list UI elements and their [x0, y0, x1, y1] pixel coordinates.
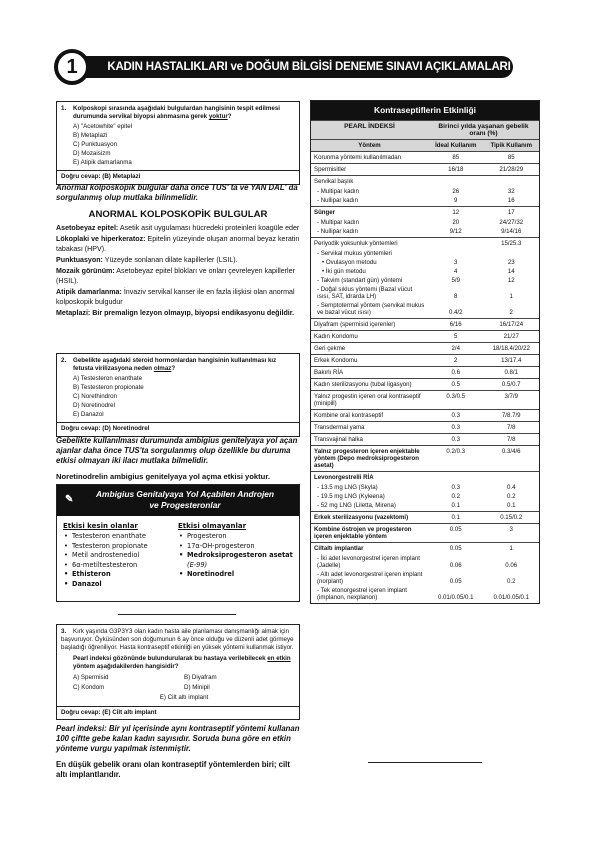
question-2-answer: Doğru cevap: (D) Noretinodrel — [57, 422, 299, 435]
ambiguous-genitalia-box — [56, 484, 300, 602]
method-subcell: - Servikal mukus yöntemleri — [317, 250, 392, 257]
table-row — [311, 542, 539, 603]
page-title: KADIN HASTALIKLARI ve DOĞUM BİLGİSİ DENEME SINAVI AÇIKLAMALARI — [107, 61, 511, 73]
typical-cell — [483, 176, 539, 187]
typical-cell: 0.5/0.7 — [501, 381, 521, 388]
method-cell: Korunma yöntemi kullanılmadan — [314, 154, 402, 161]
ambiguous-box-title-1: Ambigius Genitalyaya Yol Açabilen Androjen — [95, 489, 275, 499]
typical-cell: 12 — [507, 277, 515, 284]
method-subcell: - Tek etonorgestrel içeren implant (implanon, nexplanon) — [317, 587, 407, 601]
table-row — [311, 175, 539, 206]
table-row — [311, 445, 539, 471]
definition-term: Atipik damarlanma: — [56, 288, 122, 297]
typical-cell: 1 — [509, 293, 513, 300]
table-row — [311, 354, 539, 366]
divider — [368, 762, 482, 763]
typical-cell: 85 — [507, 154, 515, 161]
question-2-box — [56, 353, 300, 437]
method-cell: Spermisitler — [314, 166, 347, 173]
method-cell: Transvajinal halka — [314, 436, 363, 443]
method-cell: Sünger — [314, 209, 335, 216]
method-cell: Erkek Kondomu — [314, 357, 358, 364]
typical-cell: 0.1 — [507, 502, 516, 509]
answer-option: E) Atipik damarlanma — [73, 159, 132, 167]
typical-cell: 14 — [507, 268, 515, 275]
definition-term: Mozaik görünüm: — [56, 267, 115, 276]
typical-cell: 21/28/29 — [499, 166, 524, 173]
method-subcell: - Doğal sıklus yöntemi (Bazal vücut ısısı, SAT, idrarda LH) — [317, 286, 413, 300]
method-cell: Levonorgestrelli RİA — [314, 474, 374, 481]
method-subcell: • Ovulasyon metodu — [322, 259, 377, 266]
answer-option: A) Testesteron enanthate — [73, 375, 143, 383]
section-number-badge: 1 — [54, 49, 90, 85]
pearl-index-label: PEARL İNDEKSİ — [344, 123, 395, 130]
pencil-icon: ✎ — [65, 494, 74, 505]
definition-term: Metaplazi: — [56, 308, 91, 317]
ideal-cell: 12 — [452, 209, 460, 216]
ideal-cell: 85 — [452, 154, 460, 161]
typical-cell: 0.2 — [507, 493, 516, 500]
typical-cell: 0.15/0.2 — [500, 514, 523, 521]
typical-cell: 3 — [509, 526, 513, 533]
typical-cell: 0.8/1 — [504, 369, 519, 376]
effective-list-title: Etkisi kesin olanlar — [63, 522, 138, 530]
ideal-cell: 0.01/0.05/0.1 — [437, 594, 474, 601]
definition-item: Punktuasyon: Yüzeyde sonlanan dilate kapillerler (LSIL). — [56, 256, 238, 265]
ideal-cell: 0.3 — [451, 484, 460, 491]
ideal-cell: 0.1 — [451, 514, 460, 521]
definition-item: Asetobeyaz epitel: Asetik asit uygulaması hücredeki proteinleri koagüle eder — [56, 224, 300, 232]
typical-cell: 16 — [507, 197, 515, 204]
method-cell: Erkek sterilizasyonu (vazektomi) — [314, 514, 409, 521]
ideal-cell: 2 — [454, 357, 458, 364]
definition-item: Mozaik görünüm: Asetobeyaz epitel blokları ve onları çevreleyen kapillerler (HSIL). — [56, 267, 295, 285]
typical-cell: 16/17/24 — [499, 321, 524, 328]
answer-option: D) Mozaisizm — [73, 150, 111, 158]
method-subcell: - Nullipar kadın — [317, 197, 358, 204]
underlined-word: yoktur — [208, 113, 228, 121]
ideal-cell: 6/16 — [449, 321, 462, 328]
ambiguous-box-header — [57, 485, 299, 516]
definition-term: Asetobeyaz epitel: — [56, 224, 119, 232]
rate-label: Birinci yılda yaşanan gebelik oranı (%) — [438, 123, 529, 137]
answer-option: A) Spermisid — [73, 674, 109, 682]
underlined-word: en etkin — [267, 655, 291, 663]
note-3: Pearl indeksi: Bir yıl içerisinde aynı kontraseptif yöntemi kullanan 100 çiftte gebe kalan kadın sayısıdır. Soruda buna göre en etkin yönteme vurgu yapılmak istenmiştir. — [56, 724, 300, 754]
ideal-cell: 0.2 — [451, 493, 460, 500]
question-3-question: Pearl indeksi gözönünde bulundurularak bu hastaya verilebilecek en etkin yöntem aşağıdakilerden hangisidir? — [73, 655, 291, 671]
ideal-cell: 5 — [454, 333, 458, 340]
ineffective-drug: • Noretinodrel — [178, 570, 293, 580]
answer-option: D) Noretinodrel — [73, 402, 115, 410]
question-3-options — [61, 674, 295, 702]
table-row — [311, 163, 539, 175]
method-cell: Transdermal yama — [314, 424, 365, 431]
ideal-cell: 0.06 — [449, 562, 462, 569]
definition-list — [56, 224, 300, 320]
method-subcell: - 13.5 mg LNG (Skyla) — [317, 484, 378, 491]
question-2-text: 2. Gebelikte aşağıdaki steroid hormonlardan hangisinin kullanılması kız fetusta virilizasyona neden olmaz? — [61, 357, 277, 373]
typical-cell: 0.3/4/6 — [501, 448, 521, 455]
typical-cell: 0.2 — [507, 578, 516, 585]
method-cell: Geri çekme — [314, 345, 346, 352]
method-cell: Kombine oral kontraseptif — [314, 412, 384, 419]
method-subcell: - 52 mg LNG (Liletta, Mirena) — [317, 502, 396, 509]
method-cell: Ciltaltı implantlar — [314, 545, 364, 552]
ineffective-list-title: Etkisi olmayanlar — [178, 522, 247, 530]
ideal-cell: 9/12 — [449, 228, 462, 235]
method-subcell: - Altı adet levonorgestrel içeren implant (norplant) — [317, 571, 423, 585]
ideal-cell: 0.05 — [449, 578, 462, 585]
effective-drug: • Metil androstenediol — [63, 551, 178, 561]
effective-drug: • Testesteron enanthate — [63, 532, 178, 542]
typical-cell: 0.4 — [507, 484, 516, 491]
answer-option: B) Metaplazi — [73, 132, 108, 140]
method-cell: Kadın Kondomu — [314, 333, 358, 340]
method-subcell: - Multipar kadın — [317, 188, 359, 195]
ideal-cell: 9 — [454, 197, 458, 204]
typical-cell: 7/8 — [507, 436, 516, 443]
typical-cell: 0.01/0.05/0.1 — [493, 594, 530, 601]
typical-cell — [483, 472, 539, 483]
typical-cell: 7/8.7/9 — [501, 412, 521, 419]
table-row — [311, 523, 539, 542]
table-body — [311, 151, 539, 603]
note-4: En düşük gebelik oranı olan kontraseptif yöntemlerden biri; cilt altı implantlarıdır. — [56, 760, 290, 780]
definition-term: Lökoplaki ve hiperkeratoz: — [56, 235, 146, 244]
method-column-header: Yöntem — [358, 142, 381, 149]
method-cell: Servikal başlık — [314, 178, 354, 185]
effective-drug: • Ethisteron — [63, 570, 178, 580]
method-cell: Yalnız progesteron içeren enjektable yöntem (Depo medroksiprogesteron asetat) — [314, 448, 420, 469]
ideal-cell — [428, 238, 484, 249]
typical-cell: 13/17.4 — [501, 357, 522, 364]
typical-cell: 15/25.3 — [501, 240, 522, 247]
ideal-cell: 8 — [454, 293, 458, 300]
ideal-cell: 0.1 — [451, 502, 460, 509]
ideal-cell: 5/9 — [451, 277, 460, 284]
typical-cell: 24/27/32 — [499, 219, 524, 226]
table-row — [311, 366, 539, 378]
answer-option: E) Danazol — [73, 411, 104, 419]
ideal-cell: 0.3 — [451, 424, 460, 431]
table-row — [311, 409, 539, 421]
ideal-cell: 3 — [454, 259, 458, 266]
method-subcell: - 19.5 mg LNG (Kyleena) — [317, 493, 385, 500]
ineffective-drug: • 17α-OH-progesteron — [178, 542, 293, 552]
ideal-column-header: İdeal Kullanım — [435, 142, 477, 149]
definition-item: Metaplazi: Bir premalign lezyon olmayıp, biyopsi endikasyonu değildir. — [56, 308, 295, 317]
ideal-cell: 0.2/0.3 — [446, 448, 466, 455]
typical-cell: 23 — [507, 259, 515, 266]
typical-column-header: Tipik Kullanım — [490, 142, 533, 149]
ideal-cell: 2/4 — [451, 345, 460, 352]
answer-option: C) Kondom — [73, 684, 105, 692]
question-1-options — [61, 123, 295, 167]
table-row — [311, 330, 539, 342]
exam-reference: (E-99) — [187, 560, 208, 569]
table-row — [311, 390, 539, 409]
table-row — [311, 237, 539, 318]
method-subcell: - Multipar kadın — [317, 219, 359, 226]
section-heading: ANORMAL KOLPOSKOPİK BULGULAR — [88, 209, 268, 220]
ideal-cell: 16/18 — [448, 166, 464, 173]
answer-option: C) Norethindron — [73, 393, 118, 401]
method-cell: Diyafram (spermisid içerenler) — [314, 321, 396, 328]
ideal-cell: 0.5 — [451, 381, 460, 388]
answer-option: A) "Acetowhite" epitel — [73, 123, 133, 131]
ideal-cell: 0.3 — [451, 436, 460, 443]
ideal-cell: 20 — [452, 219, 460, 226]
question-3-answer: Doğru cevap: (E) Cilt altı implant — [57, 706, 299, 719]
ideal-cell: 4 — [454, 268, 458, 275]
question-1-box — [56, 101, 300, 185]
ineffective-drug: • Progesteron — [178, 532, 293, 542]
typical-cell: 2 — [509, 309, 513, 316]
typical-cell: 9/14/16 — [501, 228, 522, 235]
ideal-cell: 0.3/0.5 — [446, 393, 466, 400]
table-row — [311, 511, 539, 523]
ideal-cell: 26 — [452, 188, 460, 195]
table-row — [311, 421, 539, 433]
table-row — [311, 342, 539, 354]
ideal-cell — [428, 176, 484, 187]
divider — [118, 614, 236, 615]
question-3-box — [56, 624, 300, 720]
table-title: Kontraseptiflerin Etkinliği — [311, 101, 539, 120]
note-1: Anormal kolposkopik bulgular daha önce TUS' ta ve YAN DAL' da sorgulanmış olup mutlaka bilinmelidir. — [56, 183, 298, 203]
typical-cell: 32 — [507, 188, 515, 195]
method-cell: Yalnız progestin içeren oral kontraseptif (minipill) — [314, 393, 421, 407]
method-subcell: - Nullipar kadın — [317, 228, 358, 235]
method-cell: Periyodik yoksunluk yöntemleri — [314, 240, 398, 247]
ideal-cell — [428, 249, 484, 258]
method-subcell: - İki adet levonorgestrel içeren implant (Jadelle) — [317, 555, 420, 569]
table-row — [311, 433, 539, 445]
ineffective-list — [178, 521, 293, 589]
answer-option: D) Minipil — [184, 684, 210, 692]
ideal-cell: 0.6 — [451, 369, 460, 376]
question-3-stem: 3. Kırk yaşında G3P3Y3 olan kadın hasta aile planlaması danışmanlığı almak için başvuruyor. Öyküsünden son doğumunun 6 ay önce olduğu ve düzenli adet görmeye başladığı öğreniliyor. Hasta kontraseptif etkinliği en yüksek yöntemi kullanmak istiyor. — [61, 628, 294, 652]
typical-cell: 0.06 — [505, 562, 518, 569]
table-row — [311, 378, 539, 390]
answer-option: C) Punktuasyon — [73, 141, 118, 149]
ideal-cell — [428, 472, 484, 483]
typical-cell: 21/27 — [503, 333, 519, 340]
table-header-row-1 — [311, 120, 539, 139]
method-cell: Kombine östrojen ve progesteron içeren enjektable yöntem — [314, 526, 412, 540]
note-bold-line: Noretinodrelin ambigius genitelyaya yol açma etkisi yoktur. — [56, 472, 270, 481]
typical-cell: 7/8 — [507, 424, 516, 431]
typical-cell: 18/18.4/20/22 — [492, 345, 530, 352]
question-1-answer: Doğru cevap: (B) Metaplazi — [57, 170, 299, 183]
method-subcell: • İki gün metodu — [322, 268, 366, 275]
effective-drug: • Danazol — [63, 580, 178, 590]
method-cell: Bakırlı RİA — [314, 369, 344, 376]
table-row — [311, 318, 539, 330]
question-1-text: 1. Kolposkopi sırasında aşağıdaki bulgulardan hangisinin tespit edilmesi durumunda servikal biyopsi alınmasına gerek yoktur? — [61, 105, 280, 121]
ideal-cell: 0.05 — [449, 526, 462, 533]
table-row — [311, 471, 539, 511]
ambiguous-box-title-2: ve Progesteronlar — [149, 500, 221, 510]
definition-term: Punktuasyon: — [56, 256, 103, 265]
method-subcell: - Semptotermal yöntem (servikal mukus ve bazal vücut ısısı) — [317, 302, 425, 316]
typical-cell: 1 — [509, 545, 513, 552]
typical-cell: 3/7/9 — [504, 393, 519, 400]
answer-option: B) Testesteron propionate — [73, 384, 144, 392]
ineffective-drug: • Medroksiprogesteron asetat (E-99) — [178, 551, 293, 570]
answer-option: E) Cilt altı implant — [159, 694, 209, 702]
note-2: Gebelikte kullanılması durumunda ambigius genitelyaya yol açan ajanlar daha önce TUS'ta sorgulanmış olup özellikle bu duruma etkisi olmayan iki ilacı mutlaka bilmelidir. — [56, 436, 298, 466]
effective-list — [63, 521, 178, 589]
table-row — [311, 151, 539, 163]
answer-option: B) Diyafram — [184, 674, 217, 682]
definition-item: Lökoplaki ve hiperkeratoz: Epitelin yüzeyinde oluşan anormal beyaz keratin tabakası (HPV). — [56, 235, 300, 253]
ideal-cell: 0.05 — [449, 545, 462, 552]
method-cell: Kadın sterilizasyonu (tubal ligasyon) — [314, 381, 412, 388]
method-subcell: - Takvim (standart gün) yöntemi — [317, 277, 403, 284]
table-header-row-2 — [311, 139, 539, 151]
effective-drug: • Testesteron propionate — [63, 542, 178, 552]
ideal-cell: 0.3 — [451, 412, 460, 419]
table-row — [311, 206, 539, 237]
question-2-options — [61, 375, 295, 419]
contraceptive-efficacy-table — [310, 100, 540, 604]
effective-drug: • 6α-metiltestesteron — [63, 561, 178, 571]
typical-cell — [483, 249, 539, 258]
definition-item: Atipik damarlanma: İnvaziv servikal kanser ile en fazla ilişkisi olan anormal kolposkopik bulgudur — [56, 288, 295, 306]
underlined-word: olmaz — [153, 365, 172, 373]
ideal-cell: 0.4/2 — [448, 309, 463, 316]
typical-cell: 17 — [507, 209, 515, 216]
